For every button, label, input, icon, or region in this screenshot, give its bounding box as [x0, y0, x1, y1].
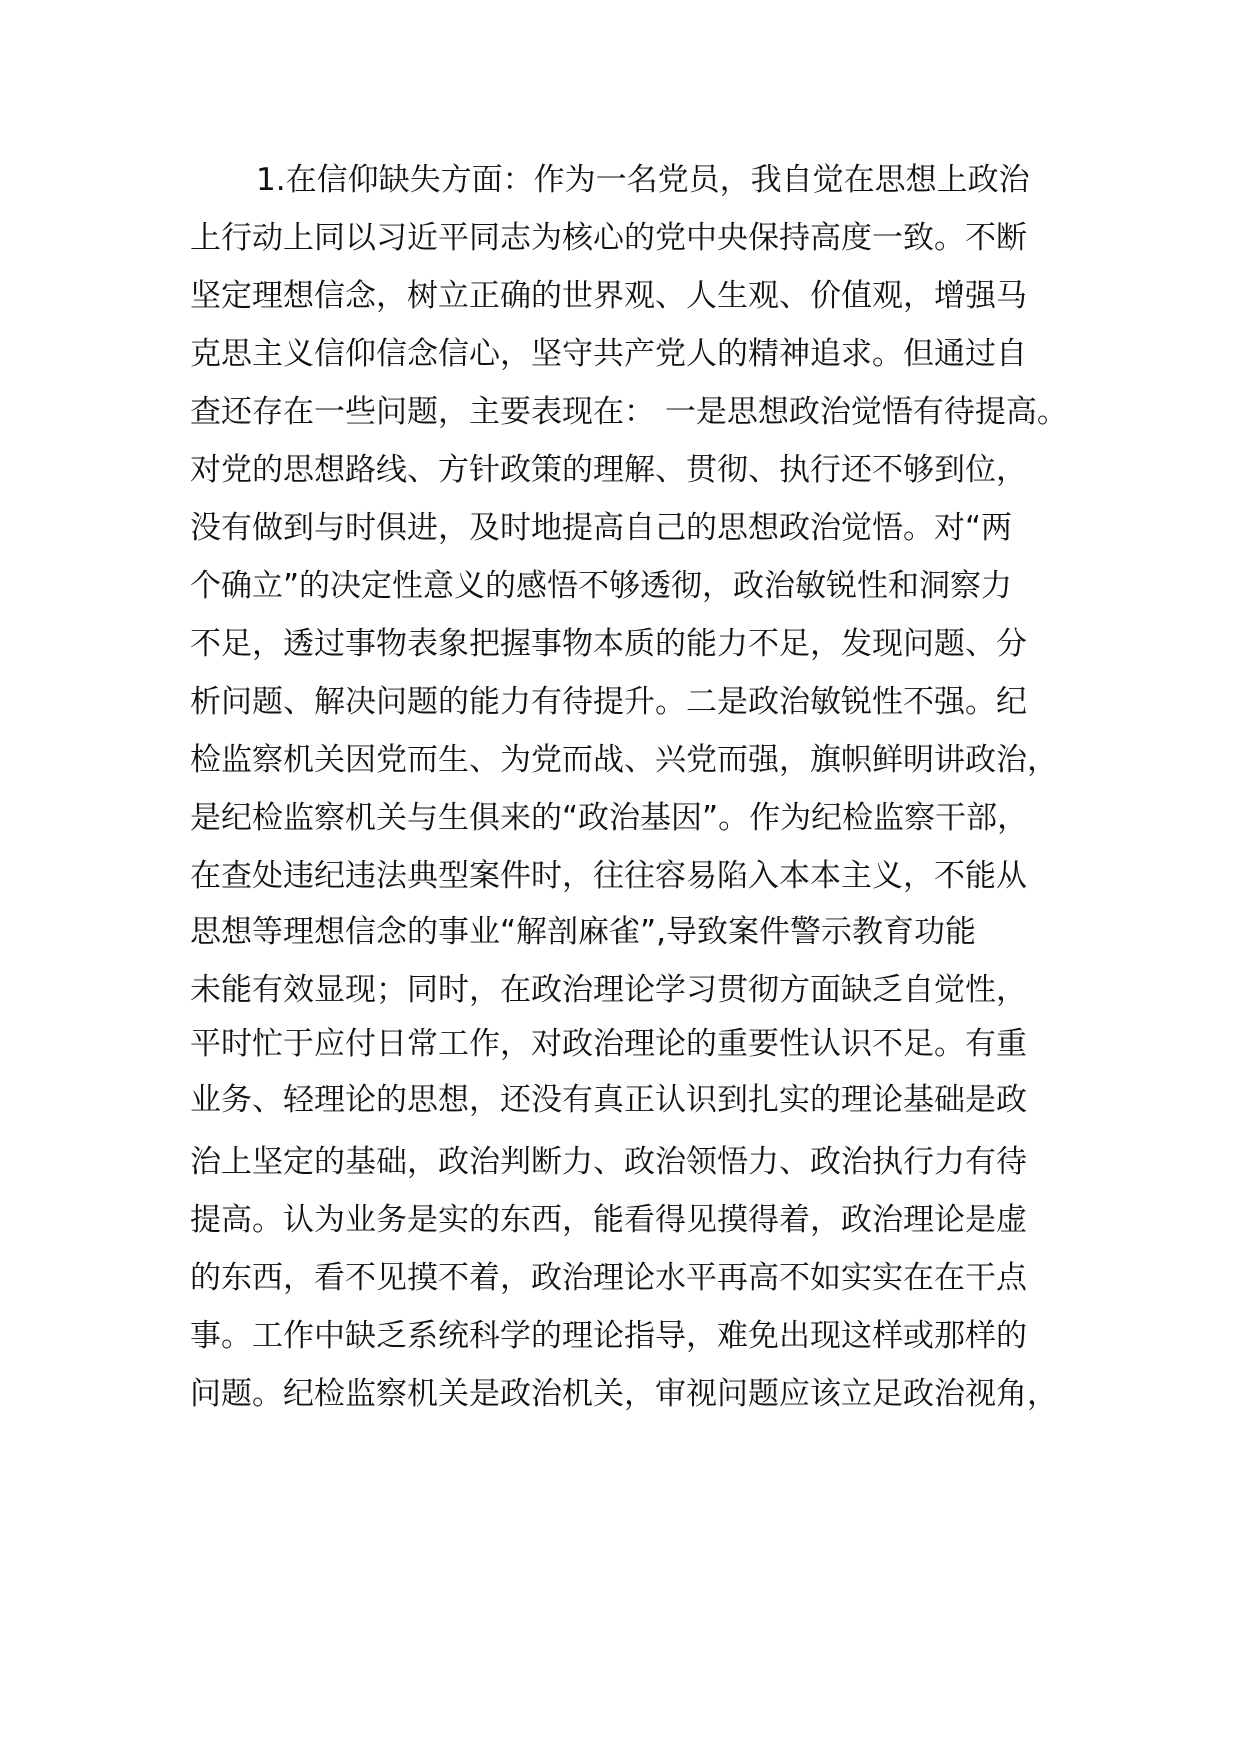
text-line: 没有做到与时俱进，及时地提高自己的思想政治觉悟。对“两	[190, 510, 1013, 546]
text-line: 问题。纪检监察机关是政治机关，审视问题应该立足政治视角，	[190, 1376, 1058, 1412]
text-line: 克思主义信仰信念信心，坚守共产党人的精神追求。但通过自	[190, 336, 1027, 372]
text-line: 检监察机关因党而生、为党而战、兴党而强，旗帜鲜明讲政治，	[190, 742, 1058, 778]
text-line: 提高。认为业务是实的东西，能看得见摸得着，政治理论是虚	[190, 1202, 1027, 1238]
text-line: 不足，透过事物表象把握事物本质的能力不足，发现问题、分	[190, 626, 1027, 662]
text-line: 未能有效显现；同时，在政治理论学习贯彻方面缺乏自觉性，	[190, 972, 1027, 1008]
text-line: 治上坚定的基础，政治判断力、政治领悟力、政治执行力有待	[190, 1144, 1027, 1180]
text-line: 个确立”的决定性意义的感悟不够透彻，政治敏锐性和洞察力	[190, 568, 1013, 604]
text-line: 坚定理想信念，树立正确的世界观、人生观、价值观，增强马	[190, 278, 1027, 314]
text-line: 平时忙于应付日常工作，对政治理论的重要性认识不足。有重	[190, 1026, 1027, 1062]
text-line: 事。工作中缺乏系统科学的理论指导，难免出现这样或那样的	[190, 1318, 1027, 1354]
text-line: 业务、轻理论的思想，还没有真正认识到扎实的理论基础是政	[190, 1082, 1027, 1118]
text-line: 在查处违纪违法典型案件时，往往容易陷入本本主义，不能从	[190, 858, 1027, 894]
text-line: 的东西，看不见摸不着，政治理论水平再高不如实实在在干点	[190, 1260, 1027, 1296]
text-line: 1.在信仰缺失方面：作为一名党员，我自觉在思想上政治	[256, 162, 1030, 198]
text-line: 析问题、解决问题的能力有待提升。二是政治敏锐性不强。纪	[190, 684, 1027, 720]
text-line: 思想等理想信念的事业“解剖麻雀”,导致案件警示教育功能	[190, 914, 976, 950]
text-line: 对党的思想路线、方针政策的理解、贯彻、执行还不够到位，	[190, 452, 1027, 488]
text-line: 上行动上同以习近平同志为核心的党中央保持高度一致。不断	[190, 220, 1027, 256]
text-line: 查还存在一些问题，主要表现在： 一是思想政治觉悟有待提高。	[190, 394, 1068, 430]
text-line: 是纪检监察机关与生俱来的“政治基因”。作为纪检监察干部，	[190, 800, 1029, 836]
